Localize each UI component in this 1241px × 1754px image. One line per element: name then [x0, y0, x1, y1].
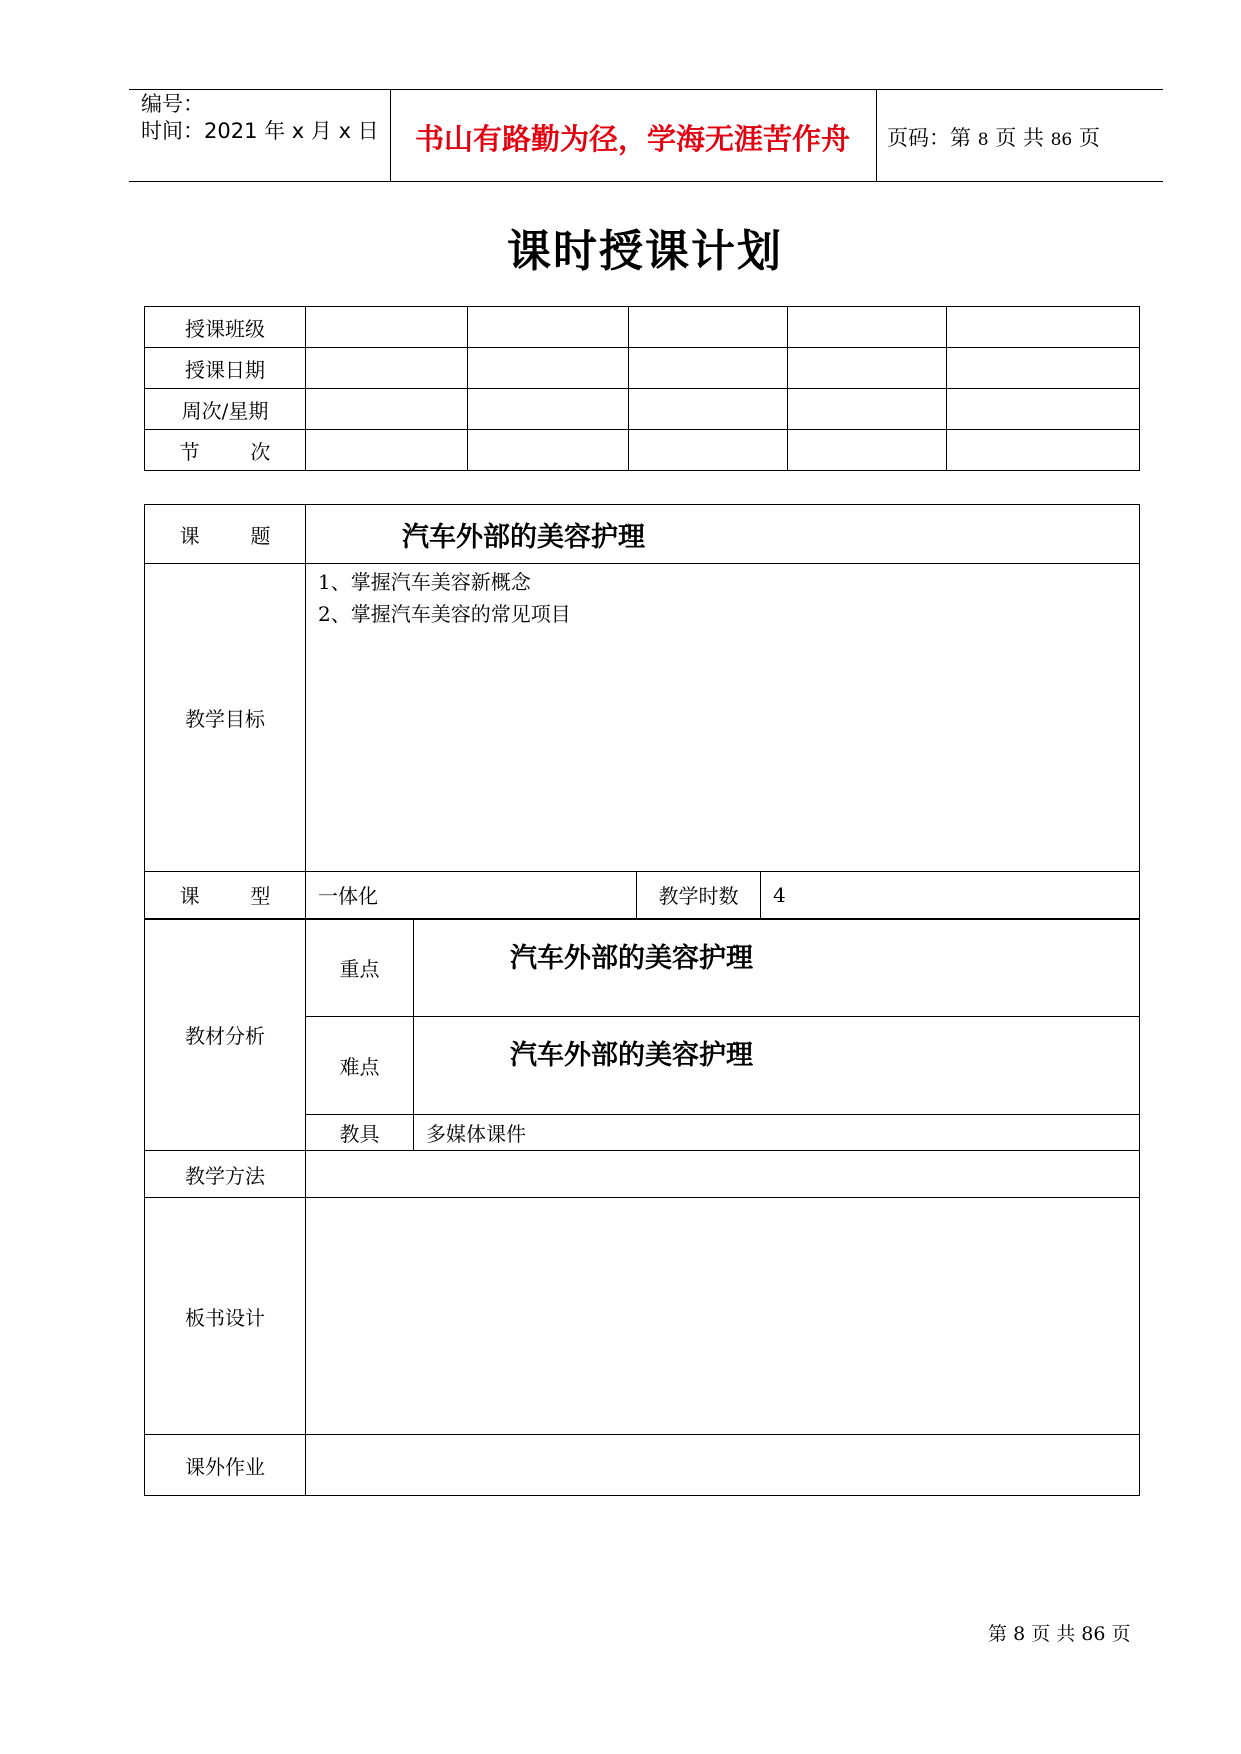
schedule-cell[interactable]	[306, 307, 468, 348]
topic-value[interactable]: 汽车外部的美容护理	[306, 505, 1140, 564]
board-design-value[interactable]	[306, 1198, 1140, 1435]
schedule-cell[interactable]	[629, 307, 788, 348]
homework-value[interactable]	[306, 1435, 1140, 1496]
hours-value[interactable]: 4	[761, 872, 1140, 919]
schedule-cell[interactable]	[468, 430, 629, 471]
header-page-suffix: 页	[1078, 126, 1100, 150]
document-title: 课时授课计划	[507, 226, 783, 277]
schedule-cell[interactable]	[788, 307, 947, 348]
schedule-cell[interactable]	[629, 389, 788, 430]
schedule-cell[interactable]	[788, 389, 947, 430]
header-code-label: 编号：	[141, 92, 204, 116]
schedule-row-week	[145, 389, 1140, 430]
method-value[interactable]	[306, 1151, 1140, 1198]
lesson-plan-table	[144, 504, 1140, 1496]
schedule-cell[interactable]	[947, 430, 1140, 471]
footer-page-total: 86	[1081, 1623, 1106, 1645]
key-point-row	[145, 919, 1140, 1017]
schedule-cell[interactable]	[947, 307, 1140, 348]
schedule-cell[interactable]	[468, 389, 629, 430]
header-page-prefix: 页码：第	[887, 126, 971, 150]
header-time: 时间：2021 年 x 月 x 日	[141, 119, 379, 143]
type-row	[145, 872, 1140, 919]
schedule-cell[interactable]	[788, 348, 947, 389]
board-design-label: 板书设计	[145, 1198, 306, 1435]
header-page-current: 8	[977, 130, 989, 150]
footer-page-number	[988, 1619, 1131, 1646]
footer-page-prefix: 第	[988, 1623, 1008, 1645]
schedule-cell[interactable]	[468, 307, 629, 348]
schedule-cell[interactable]	[306, 389, 468, 430]
goal-item: 1、掌握汽车美容新概念	[318, 570, 531, 594]
schedule-row-date	[145, 348, 1140, 389]
header-motto: 书山有路勤为径，学海无涯苦作舟	[415, 122, 851, 156]
schedule-cell[interactable]	[306, 348, 468, 389]
homework-row	[145, 1435, 1140, 1496]
board-design-row	[145, 1198, 1140, 1435]
homework-label: 课外作业	[145, 1435, 306, 1496]
hours-label: 教学时数	[637, 872, 761, 919]
schedule-cell[interactable]	[306, 430, 468, 471]
schedule-label-period: 节 次	[145, 430, 306, 471]
schedule-label-week: 周次/星期	[145, 389, 306, 430]
header-page-indicator	[887, 122, 1100, 152]
header-top-rule	[129, 89, 1163, 90]
difficulty-value[interactable]: 汽车外部的美容护理	[414, 1017, 1140, 1115]
schedule-row-class	[145, 307, 1140, 348]
goals-row	[145, 564, 1140, 872]
topic-row	[145, 505, 1140, 564]
type-value[interactable]: 一体化	[306, 872, 637, 919]
schedule-cell[interactable]	[788, 430, 947, 471]
header-bottom-rule	[129, 181, 1163, 182]
analysis-label: 教材分析	[145, 919, 306, 1151]
goals-label: 教学目标	[145, 564, 306, 872]
schedule-cell[interactable]	[629, 348, 788, 389]
schedule-label-date: 授课日期	[145, 348, 306, 389]
schedule-cell[interactable]	[947, 348, 1140, 389]
method-row	[145, 1151, 1140, 1198]
key-point-value[interactable]: 汽车外部的美容护理	[414, 919, 1140, 1017]
header-page-mid: 页 共	[995, 126, 1044, 150]
tools-value[interactable]: 多媒体课件	[414, 1115, 1140, 1151]
schedule-cell[interactable]	[947, 389, 1140, 430]
schedule-cell[interactable]	[629, 430, 788, 471]
key-point-label: 重点	[306, 919, 414, 1017]
header-divider-right	[876, 89, 877, 182]
difficulty-label: 难点	[306, 1017, 414, 1115]
footer-page-suffix: 页	[1111, 1623, 1131, 1645]
tools-label: 教具	[306, 1115, 414, 1151]
type-label: 课 型	[145, 872, 306, 919]
method-label: 教学方法	[145, 1151, 306, 1198]
header-page-total: 86	[1050, 130, 1073, 150]
topic-label: 课 题	[145, 505, 306, 564]
goals-content[interactable]	[306, 564, 1140, 872]
schedule-row-period	[145, 430, 1140, 471]
schedule-table	[144, 306, 1140, 471]
header-divider-left	[390, 89, 391, 182]
schedule-cell[interactable]	[468, 348, 629, 389]
footer-page-mid: 页 共	[1031, 1623, 1076, 1645]
schedule-label-class: 授课班级	[145, 307, 306, 348]
footer-page-current: 8	[1013, 1623, 1026, 1645]
goal-item: 2、掌握汽车美容的常见项目	[318, 602, 571, 626]
